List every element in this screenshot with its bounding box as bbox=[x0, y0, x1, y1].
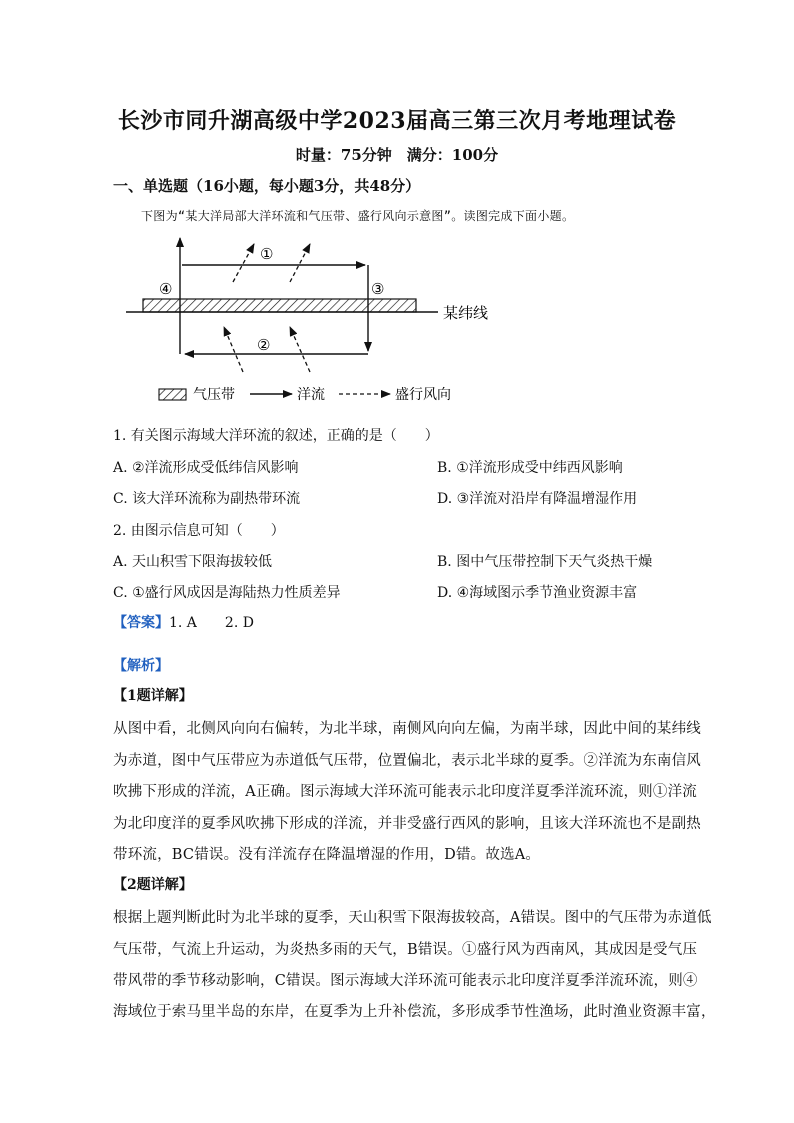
wind-arrow bbox=[290, 244, 310, 282]
ocean-circulation-diagram bbox=[110, 232, 530, 412]
legend-ocean-current-label: 洋流 bbox=[297, 387, 325, 403]
question-1-option-d: D. ③洋流对沿岸有降温增湿作用 bbox=[437, 491, 638, 507]
question-2-option-b: B. 图中气压带控制下天气炎热干燥 bbox=[437, 554, 653, 570]
question-2-option-d: D. ④海域图示季节渔业资源丰富 bbox=[437, 585, 638, 601]
question-1-option-c: C. 该大洋环流称为副热带环流 bbox=[113, 491, 301, 507]
question-2-option-a: A. 天山积雪下限海拔较低 bbox=[113, 554, 273, 570]
pressure-belt bbox=[143, 299, 416, 312]
analysis-label: 【解析】 bbox=[113, 658, 169, 674]
q1-detail-line: 为北印度洋的夏季风吹拂下形成的洋流，并非受盛行西风的影响，且该大洋环流也不是副热 bbox=[113, 816, 701, 832]
exam-time-score: 时量：75分钟 满分：100分 bbox=[295, 146, 499, 164]
label-current-3: ③ bbox=[371, 280, 385, 298]
answer-label: 【答案】 bbox=[113, 615, 169, 631]
q2-detail-title: 【2题详解】 bbox=[113, 877, 193, 893]
page-title: 长沙市同升湖高级中学2023届高三第三次月考地理试卷 bbox=[117, 108, 677, 134]
section-heading: 一、单选题（16小题，每小题3分，共48分） bbox=[113, 177, 421, 195]
q1-detail-line: 从图中看，北侧风向向右偏转，为北半球，南侧风向向左偏，为南半球，因此中间的某纬线 bbox=[113, 721, 701, 737]
wind-arrow bbox=[290, 327, 310, 372]
wind-arrow bbox=[233, 244, 254, 282]
legend-pressure-belt-label: 气压带 bbox=[193, 387, 235, 403]
legend-wind-label: 盛行风向 bbox=[395, 387, 451, 403]
question-2-option-c: C. ①盛行风成因是海陆热力性质差异 bbox=[113, 585, 341, 601]
wind-arrow bbox=[224, 327, 243, 372]
figure-intro: 下图为“某大洋局部大洋环流和气压带、盛行风向示意图”。读图完成下面小题。 bbox=[141, 209, 575, 223]
q2-detail-line: 根据上题判断此时为北半球的夏季，天山积雪下限海拔较高，A错误。图中的气压带为赤道低 bbox=[113, 910, 712, 926]
q1-detail-line: 吹拂下形成的洋流，A正确。图示海域大洋环流可能表示北印度洋夏季洋流环流，则①洋流 bbox=[113, 784, 697, 800]
label-current-1: ① bbox=[260, 245, 274, 263]
latitude-line-label: 某纬线 bbox=[443, 304, 489, 322]
answer-value: 1. A 2. D bbox=[169, 615, 254, 631]
answer-row bbox=[113, 612, 254, 632]
label-current-4: ④ bbox=[159, 280, 173, 298]
question-1-stem: 1. 有关图示海域大洋环流的叙述，正确的是（ ） bbox=[113, 428, 439, 444]
q2-detail-line: 海域位于索马里半岛的东岸，在夏季为上升补偿流，多形成季节性渔场，此时渔业资源丰富， bbox=[113, 1004, 716, 1020]
q2-detail-line: 带风带的季节移动影响，C错误。图示海域大洋环流可能表示北印度洋夏季洋流环流，则④ bbox=[113, 973, 698, 989]
legend-pressure-belt-swatch bbox=[159, 389, 186, 400]
q1-detail-line: 为赤道，图中气压带应为赤道低气压带，位置偏北，表示北半球的夏季。②洋流为东南信风 bbox=[113, 753, 701, 769]
question-1-option-b: B. ①洋流形成受中纬西风影响 bbox=[437, 460, 623, 476]
q1-detail-title: 【1题详解】 bbox=[113, 688, 193, 704]
question-1-option-a: A. ②洋流形成受低纬信风影响 bbox=[113, 460, 299, 476]
q2-detail-line: 气压带，气流上升运动，为炎热多雨的天气，B错误。①盛行风为西南风，其成因是受气压 bbox=[113, 942, 698, 958]
label-current-2: ② bbox=[257, 336, 271, 354]
question-2-stem: 2. 由图示信息可知（ ） bbox=[113, 523, 285, 539]
q1-detail-line: 带环流，BC错误。没有洋流存在降温增湿的作用，D错。故选A。 bbox=[113, 847, 541, 863]
